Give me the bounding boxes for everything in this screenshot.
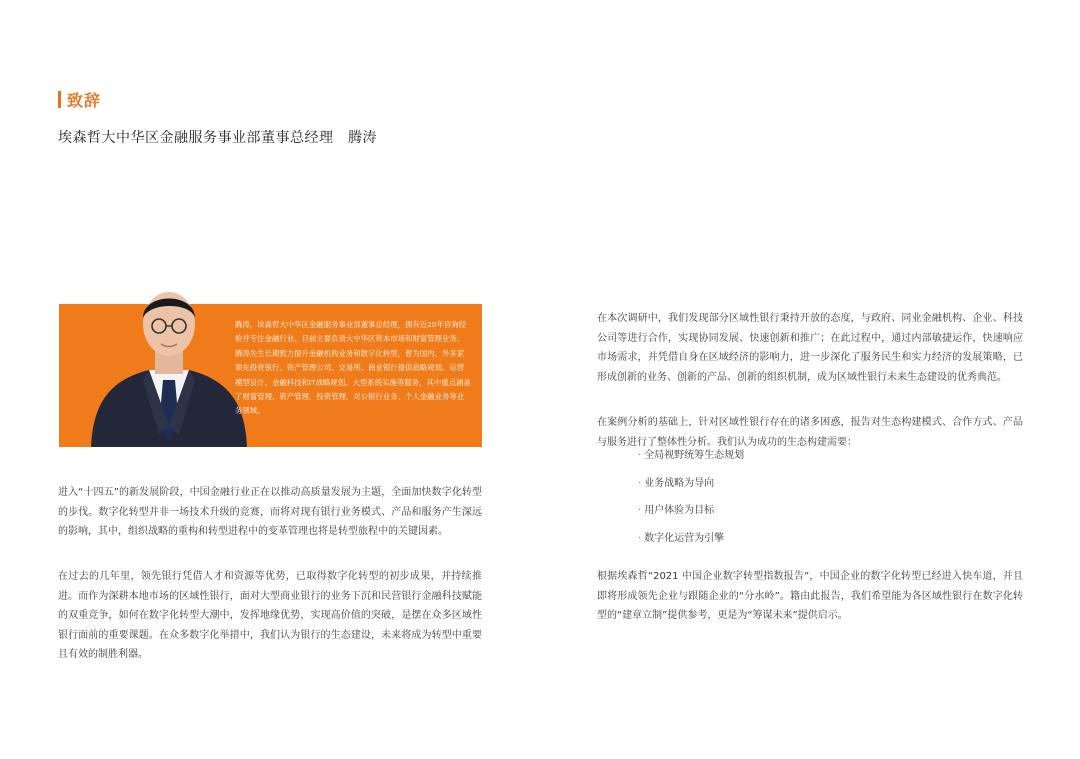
list-item: · 全局视野统筹生态规划 [638, 450, 745, 461]
author-bio-text: 腾涛，埃森哲大中华区金融服务事业部董事总经理，拥有近20年咨询经验并专注金融行业。目前主要负责大中华区资本市场和财富管理业务。腾涛先生长期致力提升金融机构业务和数字化转型，曾为国内、外多家领先投资银行、资产管理公司、交易所、商业银行提供战略规划、运营模型设计、金融科技和IT战略规划、大型系统实施等服务，其中重点涵盖了财富管理、资产管理、投资管理、对公银行业务、个人金融业务等业务领域。 [235, 320, 471, 416]
section-title-text: 致辞 [67, 90, 102, 110]
section-title [58, 89, 101, 109]
title-accent-bar [58, 91, 61, 108]
right-paragraph-1: 在本次调研中，我们发现部分区域性银行秉持开放的态度，与政府、同业金融机构、企业、科技公司等进行合作，实现协同发展、快速创新和推广；在此过程中，通过内部敏捷运作，快速响应市场需求，并凭借自身在区域经济的影响力，进一步深化了服务民生和实力经济的发展策略，已形成创新的业务、创新的产品、创新的组织机制，成为区域性银行未来生态建设的优秀典范。 [597, 313, 1023, 383]
list-item: · 业务战略为导向 [638, 477, 715, 489]
list-item: · 数字化运营为引擎 [638, 532, 725, 544]
bullet-dot-icon: · [638, 450, 642, 461]
bullet-dot-icon: · [638, 532, 642, 544]
bullet-dot-icon: · [638, 477, 642, 489]
ecosystem-requirements-list [638, 446, 744, 556]
author-portrait [89, 276, 249, 447]
author-title: 埃森哲大中华区金融服务事业部董事总经理 腾涛 [58, 130, 377, 146]
author-bio-box [59, 304, 482, 447]
left-paragraph-2: 在过去的几年里，领先银行凭借人才和资源等优势，已取得数字化转型的初步成果，并持续推进。而作为深耕本地市场的区域性银行，面对大型商业银行的业务下沉和民营银行金融科技赋能的双重竞争，如何在数字化转型大潮中，发挥地缘优势，实现高价值的突破，是摆在众多区域性银行面前的重要课题。在众多数字化举措中，我们认为银行的生态建设，未来将成为转型中重要且有效的制胜利器。 [58, 571, 482, 660]
list-item: · 用户体验为目标 [638, 505, 715, 516]
left-paragraph-1: 进入“十四五”的新发展阶段，中国金融行业正在以推动高质量发展为主题，全面加快数字化转型的步伐。数字化转型并非一场技术升级的竞赛，而将对现有银行业务模式、产品和服务产生深远的影响，其中，组织战略的重构和转型进程中的变革管理也将是转型旅程中的关键因素。 [58, 487, 482, 537]
right-paragraph-3: 根据埃森哲“2021 中国企业数字转型指数报告”，中国企业的数字化转型已经进入快车道，并且即将形成领先企业与跟随企业的“分水岭”。籍由此报告，我们希望能为各区域性银行在数字化转型的“建章立制”提供参考，更是为“筹谋未来”提供启示。 [597, 571, 1023, 621]
bullet-dot-icon: · [638, 505, 642, 516]
right-paragraph-2: 在案例分析的基础上，针对区域性银行存在的诸多困惑，报告对生态构建模式、合作方式、产品与服务进行了整体性分析。我们认为成功的生态构建需要： [597, 417, 1023, 448]
